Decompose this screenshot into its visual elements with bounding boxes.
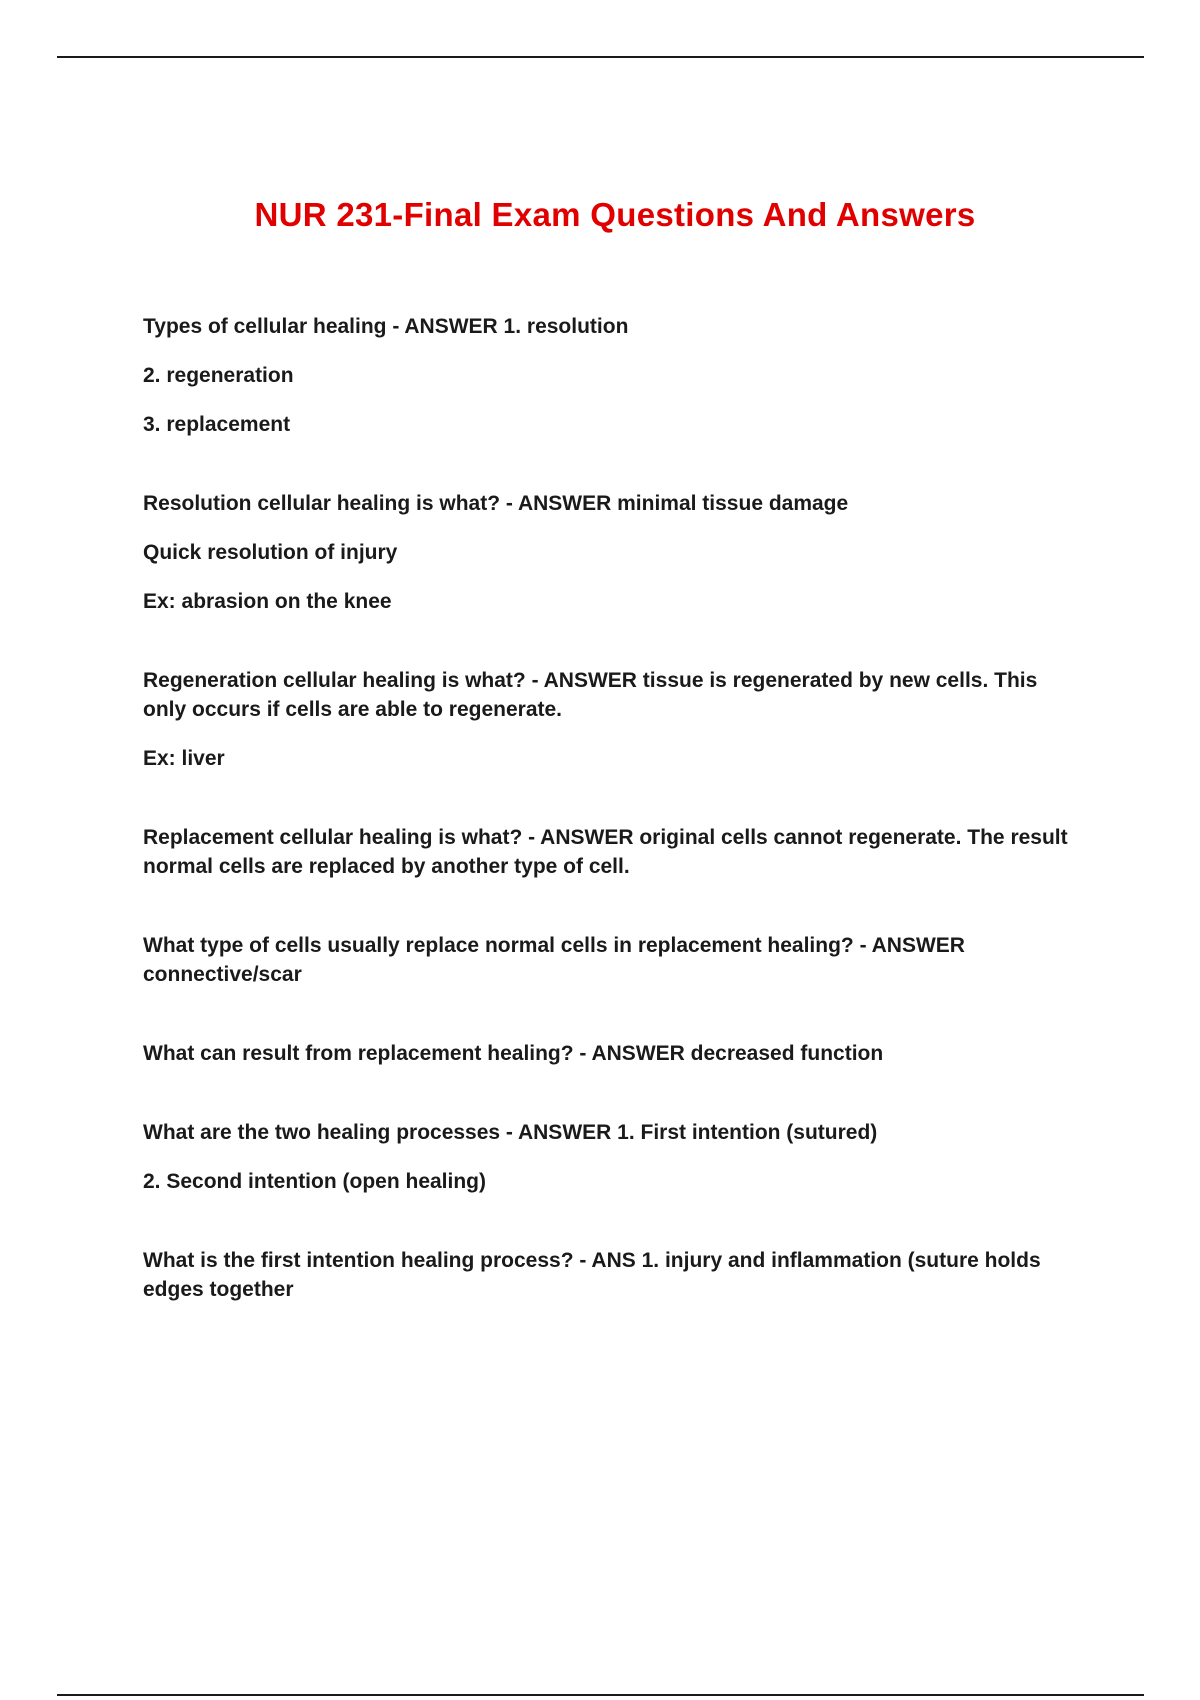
qa-item-resolution [143, 489, 1083, 616]
qa-item-healing-processes [143, 1118, 1083, 1196]
qa-line: What can result from replacement healing? - ANSWER decreased function [143, 1042, 884, 1065]
qa-line: Ex: abrasion on the knee [143, 590, 392, 613]
qa-line: 3. replacement [143, 413, 291, 436]
qa-item-first-intention [143, 1246, 1083, 1304]
qa-line: Regeneration cellular healing is what? - ANSWER tissue is regenerated by new cells. This only occurs if cells are able to regenerate. [143, 669, 1038, 721]
qa-item-replacement [143, 823, 1083, 881]
qa-line: Types of cellular healing - ANSWER 1. resolution [143, 315, 629, 338]
top-rule [57, 56, 1144, 58]
qa-item-regeneration [143, 666, 1083, 773]
qa-line: Quick resolution of injury [143, 541, 398, 564]
qa-line: Resolution cellular healing is what? - ANSWER minimal tissue damage [143, 492, 849, 515]
qa-item-replacement-cell-type [143, 931, 1083, 989]
document-title: NUR 231-Final Exam Questions And Answers [254, 196, 976, 233]
qa-item-cellular-healing-types [143, 312, 1083, 439]
bottom-rule [57, 1694, 1144, 1696]
qa-line: 2. regeneration [143, 364, 294, 387]
qa-line: Replacement cellular healing is what? - ANSWER original cells cannot regenerate. The result normal cells are replaced by another type of cell. [143, 826, 1068, 878]
qa-line: What are the two healing processes - ANSWER 1. First intention (sutured) [143, 1121, 878, 1144]
qa-line: Ex: liver [143, 747, 225, 770]
qa-line: 2. Second intention (open healing) [143, 1170, 487, 1193]
qa-line: What is the first intention healing process? - ANS 1. injury and inflammation (suture holds edges together [143, 1249, 1041, 1301]
qa-list [143, 312, 1083, 1304]
qa-line: What type of cells usually replace normal cells in replacement healing? - ANSWER connective/scar [143, 934, 965, 986]
qa-item-replacement-result [143, 1039, 1083, 1068]
